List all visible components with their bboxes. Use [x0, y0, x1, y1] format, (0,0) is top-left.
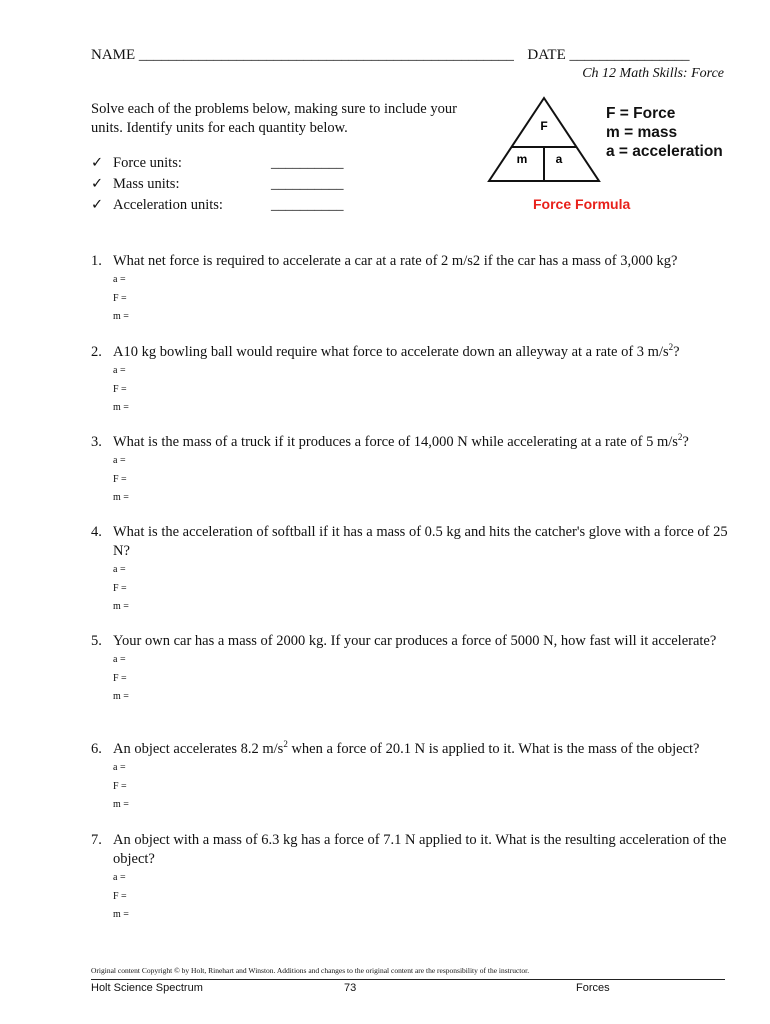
- var-a[interactable]: a =: [113, 762, 126, 773]
- question-text: Your own car has a mass of 2000 kg. If your car produces a force of 5000 N, how fast will it accelerate?: [113, 633, 717, 649]
- var-m[interactable]: m =: [113, 691, 129, 702]
- instructions: Solve each of the problems below, making sure to include your units. Identify units for each quantity below.: [91, 101, 457, 136]
- var-a[interactable]: a =: [113, 654, 126, 665]
- name-date-line: [91, 47, 690, 64]
- question-3: [91, 433, 731, 508]
- question-number: 5.: [91, 633, 102, 649]
- unit-blank[interactable]: __________: [271, 155, 344, 171]
- superscript: 2: [668, 342, 674, 353]
- question-text: An object accelerates 8.2 m/s: [113, 741, 284, 757]
- question-7: [91, 831, 731, 925]
- var-m[interactable]: m =: [113, 311, 129, 322]
- var-a[interactable]: a =: [113, 455, 126, 466]
- name-blank[interactable]: __________________________________________________: [138, 47, 514, 63]
- question-1: [91, 252, 731, 327]
- force-triangle-diagram: [487, 96, 601, 184]
- question-number: 4.: [91, 524, 102, 540]
- question-number: 6.: [91, 741, 102, 757]
- var-m[interactable]: m =: [113, 909, 129, 920]
- footer-chapter: Forces: [576, 982, 610, 994]
- question-text: What is the acceleration of softball if it has a mass of 0.5 kg and hits the catcher's glove with a force of 25 N?: [113, 524, 728, 559]
- date-label: DATE: [527, 47, 566, 63]
- question-2: [91, 343, 731, 418]
- checkmark-icon: ✓: [91, 176, 104, 192]
- formula-legend: [606, 104, 723, 161]
- triangle-force-label: F: [540, 119, 548, 133]
- footer-book-title: Holt Science Spectrum: [91, 982, 203, 994]
- question-number: 3.: [91, 434, 102, 450]
- var-a[interactable]: a =: [113, 872, 126, 883]
- unit-label: Mass units:: [113, 176, 180, 192]
- var-f[interactable]: F =: [113, 582, 127, 594]
- unit-label: Acceleration units:: [113, 197, 223, 213]
- question-text: A10 kg bowling ball would require what force to accelerate down an alleyway at a rate of 3 m/s: [113, 344, 669, 360]
- triangle-acceleration-label: a: [555, 152, 563, 166]
- var-a[interactable]: a =: [113, 564, 126, 575]
- question-text-end: ?: [682, 434, 689, 450]
- footer-page-number: 73: [344, 982, 357, 994]
- var-f[interactable]: F =: [113, 780, 127, 792]
- unit-blank[interactable]: __________: [271, 176, 344, 192]
- var-f[interactable]: F =: [113, 383, 127, 395]
- date-blank[interactable]: ________________: [569, 47, 690, 63]
- var-m[interactable]: m =: [113, 799, 129, 810]
- question-text-end: when a force of 20.1 N is applied to it. What is the mass of the object?: [287, 741, 700, 757]
- superscript: 2: [677, 432, 683, 443]
- question-text-end: ?: [673, 344, 680, 360]
- var-m[interactable]: m =: [113, 601, 129, 612]
- var-a[interactable]: a =: [113, 274, 126, 285]
- question-5: [91, 632, 731, 707]
- checkmark-icon: ✓: [91, 197, 104, 213]
- legend-acceleration: a = acceleration: [606, 143, 723, 160]
- var-f[interactable]: F =: [113, 292, 127, 304]
- var-f[interactable]: F =: [113, 672, 127, 684]
- var-m[interactable]: m =: [113, 402, 129, 413]
- checkmark-icon: ✓: [91, 155, 104, 171]
- question-text: What net force is required to accelerate a car at a rate of 2 m/s2 if the car has a mass of 3,000 kg?: [113, 253, 678, 269]
- question-text: An object with a mass of 6.3 kg has a force of 7.1 N applied to it. What is the resulting acceleration of the object?: [113, 832, 727, 867]
- superscript: 2: [283, 739, 288, 750]
- var-a[interactable]: a =: [113, 365, 126, 376]
- legend-mass: m = mass: [606, 124, 678, 141]
- question-4: [91, 523, 731, 617]
- legend-force: F = Force: [606, 105, 676, 122]
- footer-divider: [91, 979, 725, 980]
- unit-blank[interactable]: __________: [271, 197, 344, 213]
- name-label: NAME: [91, 47, 136, 63]
- copyright-notice: Original content Copyright © by Holt, Rinehart and Winston. Additions and changes to the original content are the responsibility of the instructor.: [91, 966, 530, 975]
- var-f[interactable]: F =: [113, 890, 127, 902]
- triangle-mass-label: m: [516, 152, 528, 166]
- var-f[interactable]: F =: [113, 473, 127, 485]
- question-text: What is the mass of a truck if it produces a force of 14,000 N while accelerating at a rate of 5 m/s: [113, 434, 678, 450]
- var-m[interactable]: m =: [113, 492, 129, 503]
- question-number: 2.: [91, 344, 102, 360]
- question-number: 7.: [91, 832, 102, 848]
- unit-label: Force units:: [113, 155, 182, 171]
- question-6: [91, 740, 731, 815]
- question-number: 1.: [91, 253, 102, 269]
- formula-title: Force Formula: [533, 196, 631, 212]
- worksheet-subtitle: Ch 12 Math Skills: Force: [582, 66, 724, 81]
